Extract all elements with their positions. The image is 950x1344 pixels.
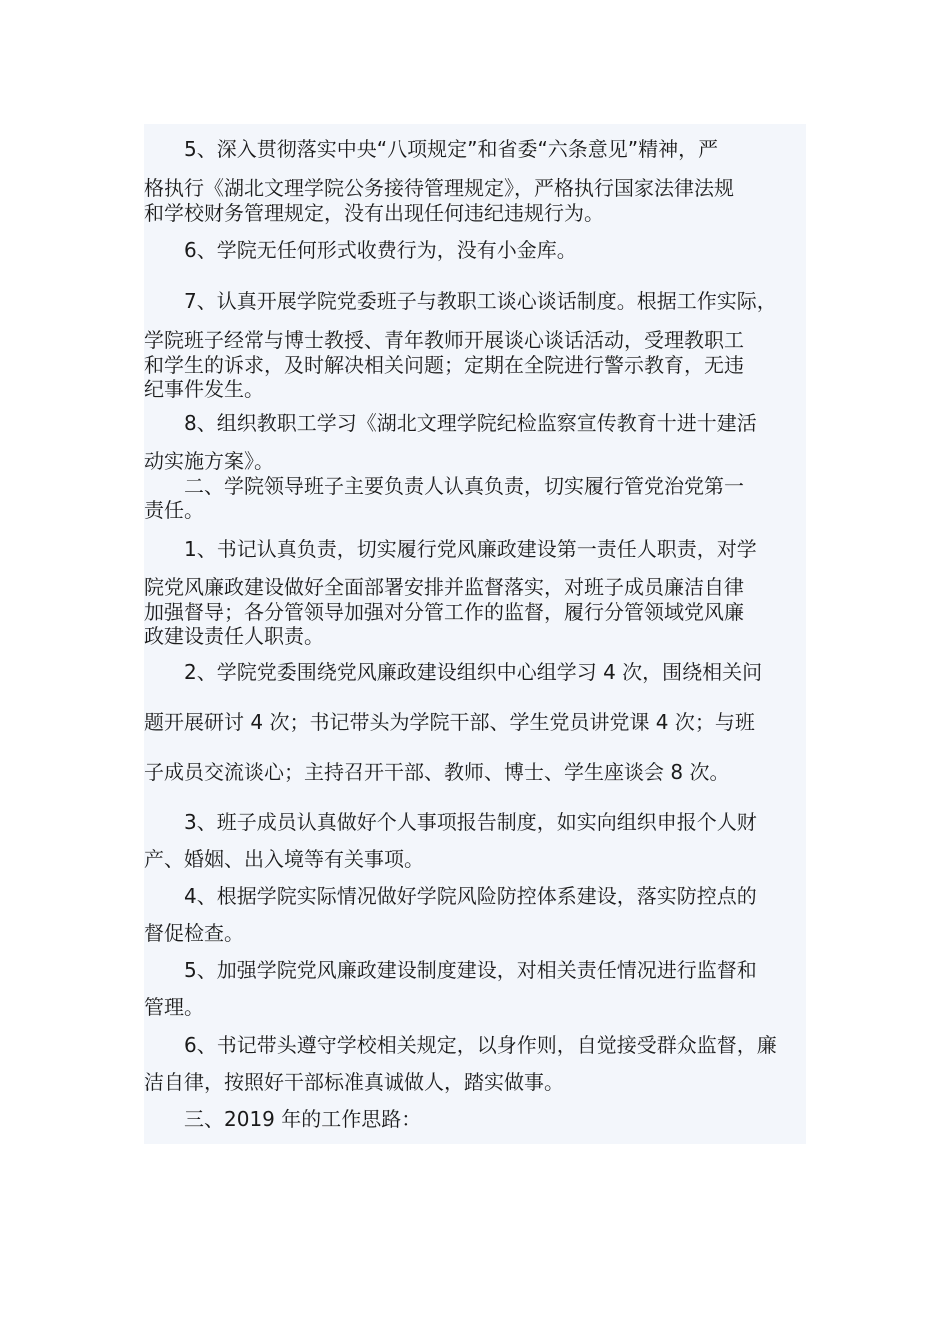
text-line: 7、认真开展学院党委班子与教职工谈心谈话制度。根据工作实际， bbox=[184, 289, 777, 313]
document-body bbox=[144, 124, 806, 1144]
text-line: 子成员交流谈心；主持召开干部、教师、博士、学生座谈会 8 次。 bbox=[144, 760, 730, 784]
text-line: 院党风廉政建设做好全面部署安排并监督落实，对班子成员廉洁自律 bbox=[144, 575, 744, 599]
text-line: 加强督导；各分管领导加强对分管工作的监督，履行分管领域党风廉 bbox=[144, 600, 744, 624]
text-line: 6、学院无任何形式收费行为，没有小金库。 bbox=[184, 238, 577, 262]
text-line: 学院班子经常与博士教授、青年教师开展谈心谈话活动，受理教职工 bbox=[144, 328, 744, 352]
text-line: 1、书记认真负责，切实履行党风廉政建设第一责任人职责，对学 bbox=[184, 537, 757, 561]
text-line: 和学生的诉求，及时解决相关问题；定期在全院进行警示教育，无违 bbox=[144, 353, 744, 377]
text-line: 动实施方案》。 bbox=[144, 449, 274, 473]
text-line: 和学校财务管理规定，没有出现任何违纪违规行为。 bbox=[144, 201, 604, 225]
text-line: 三、2019 年的工作思路： bbox=[184, 1107, 422, 1131]
text-line: 3、班子成员认真做好个人事项报告制度，如实向组织申报个人财 bbox=[184, 810, 757, 834]
text-line: 格执行《湖北文理学院公务接待管理规定》，严格执行国家法律法规 bbox=[144, 176, 734, 200]
text-line: 5、加强学院党风廉政建设制度建设，对相关责任情况进行监督和 bbox=[184, 958, 757, 982]
text-line: 8、组织教职工学习《湖北文理学院纪检监察宣传教育十进十建活 bbox=[184, 411, 757, 435]
text-line: 题开展研讨 4 次；书记带头为学院干部、学生党员讲党课 4 次；与班 bbox=[144, 710, 755, 734]
text-line: 政建设责任人职责。 bbox=[144, 624, 324, 648]
text-line: 2、学院党委围绕党风廉政建设组织中心组学习 4 次，围绕相关问 bbox=[184, 660, 763, 684]
text-line: 6、书记带头遵守学校相关规定，以身作则，自觉接受群众监督，廉 bbox=[184, 1033, 777, 1057]
text-line: 产、婚姻、出入境等有关事项。 bbox=[144, 847, 424, 871]
text-line: 4、根据学院实际情况做好学院风险防控体系建设，落实防控点的 bbox=[184, 884, 757, 908]
text-line: 二、学院领导班子主要负责人认真负责，切实履行管党治党第一 bbox=[184, 474, 744, 498]
text-line: 洁自律，按照好干部标准真诚做人，踏实做事。 bbox=[144, 1070, 564, 1094]
text-line: 纪事件发生。 bbox=[144, 377, 264, 401]
text-line: 5、深入贯彻落实中央“八项规定”和省委“六条意见”精神，严 bbox=[184, 137, 719, 161]
text-line: 督促检查。 bbox=[144, 921, 244, 945]
text-line: 责任。 bbox=[144, 498, 204, 522]
text-line: 管理。 bbox=[144, 995, 204, 1019]
